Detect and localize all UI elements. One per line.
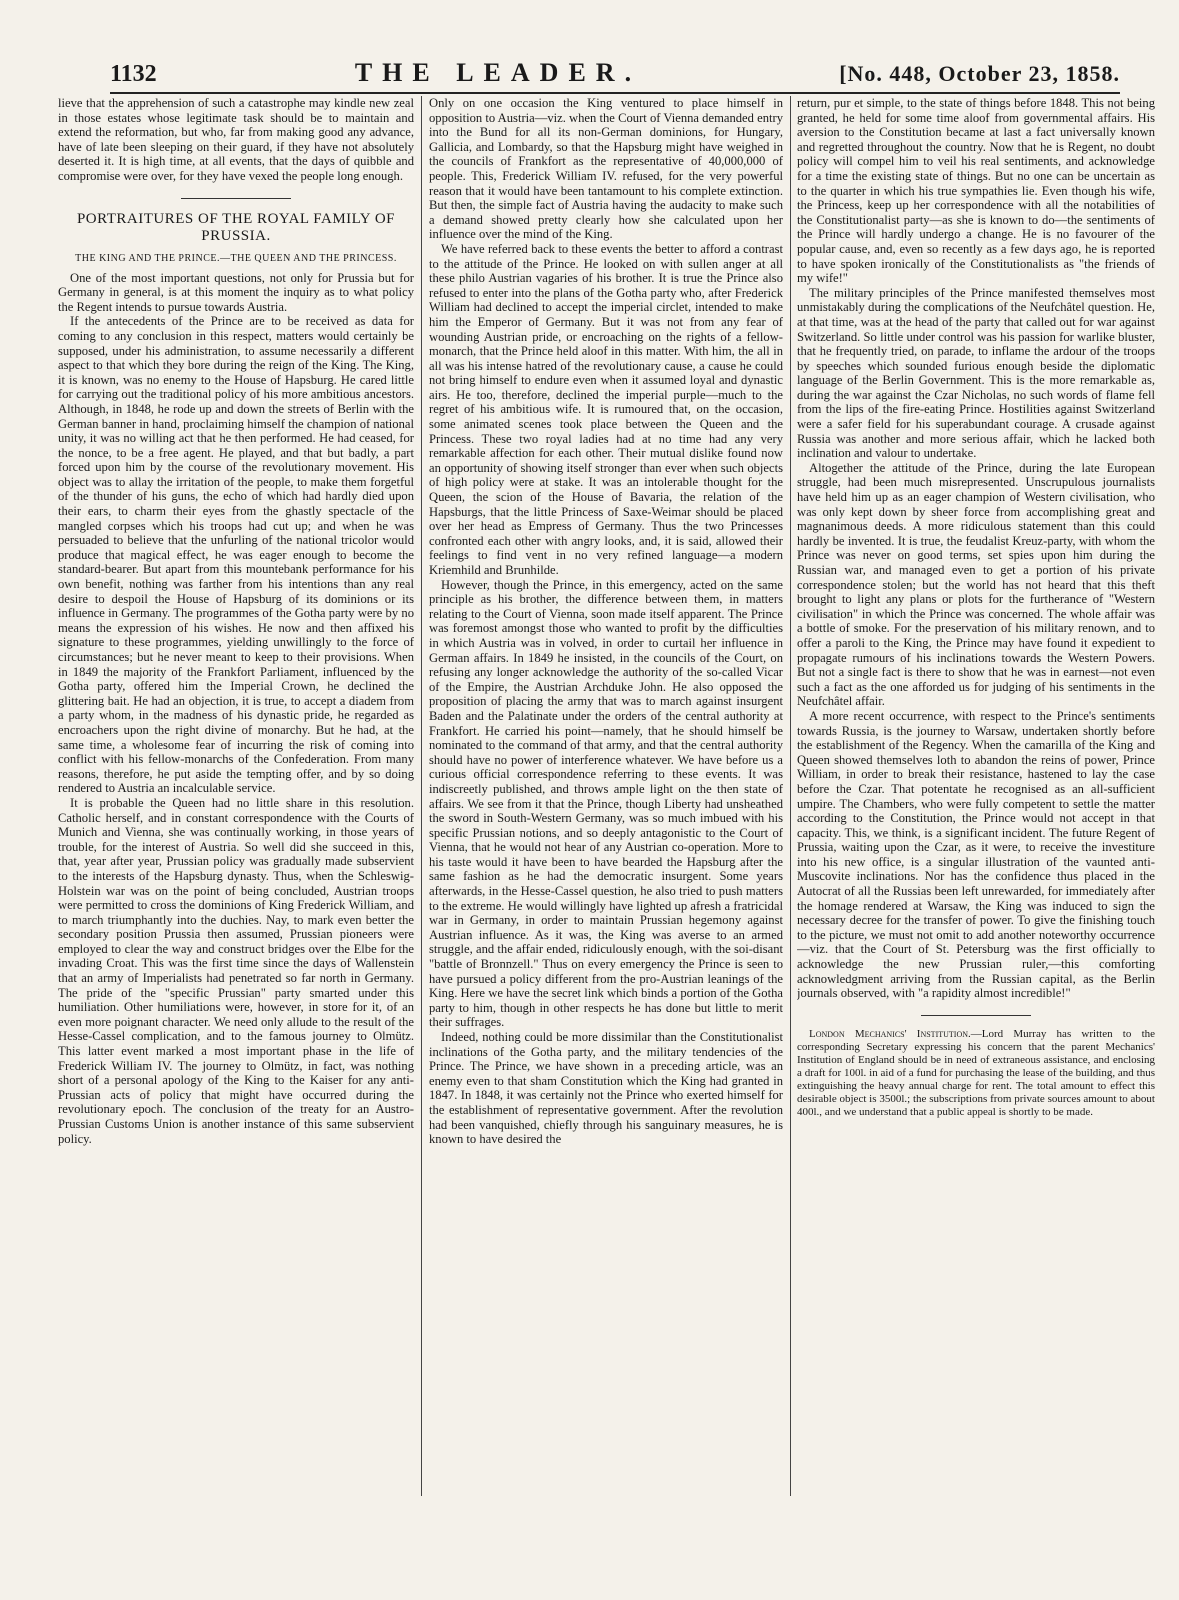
article-heading: PORTRAITURES OF THE ROYAL FAMILY OF PRUSSIA. <box>76 210 396 244</box>
column-rule <box>790 96 791 1496</box>
paragraph: Altogether the attitude of the Prince, during the late European struggle, had been much misrepresented. Unscrupulous journalists have held him up as an eager champion of Western civilisation, who was only kept down by sheer force from accomplishing great and magnanimous deeds. A more ridiculous statement than this could hardly be invented. It is true, the feudalist Kreuz-party, with whom the Prince was never on good terms, set spies upon him during the Russian war, and managed even to get a portion of his private correspondence stolen; but the world has not heard that this theft brought to light any plans or plots for the furtherance of "Western civilisation" in which the Prince was concerned. The whole affair was a bottle of smoke. For the preservation of his military renown, and to offer a paroli to the King, the Prince may have found it expedient to propagate rumours of his inclinations towards the Western Powers. But not a single fact is there to show that he was in earnest—not even such a fact as the one afforded us for judging of his sentiments in the Neufchâtel affair. <box>797 460 1155 709</box>
masthead <box>110 58 1120 94</box>
column-1 <box>58 96 414 1596</box>
newspaper-title: THE LEADER. <box>354 58 642 87</box>
column-3 <box>797 96 1155 1596</box>
notice-lead: London Mechanics' Institution. <box>809 1027 971 1040</box>
column-2 <box>429 96 783 1596</box>
paragraph: Indeed, nothing could be more dissimilar than the Constitutionalist inclinations of the Gotha party, and the military tendencies of the Prince. The Prince, we have shown in a preceding article, was an enemy even to that sham Constitution which the King had granted in 1847. In 1848, it was certainly not the Prince who exerted himself for the establishment of representative government. After the revolution had been vanquished, chiefly through his sanguinary measures, he is known to have desired the <box>429 1030 783 1147</box>
issue-date: [No. 448, October 23, 1858. <box>839 61 1120 86</box>
paragraph: However, though the Prince, in this emergency, acted on the same principle as his brother, the difference between them, in matters relating to the Court of Vienna, soon made itself apparent. The Prince was foremost amongst those who wanted to profit by the difficulties in which Austria was in volved, in order to curtail her influence in German affairs. In 1849 he insisted, in the councils of the Court, on refusing any longer acknowledge the authority of the so-called Vicar of the Empire, the Austrian Archduke John. He also opposed the proposition of placing the army that was to march against insurgent Baden and the Palatinate under the orders of the central authority at Frankfort. He carried his point—namely, that he should himself be nominated to the command of that army, and that the central authority should have no power of interference whatever. We have before us a curious official correspondence referring to these events. It was indiscreetly published, and throws ample light on the then state of affairs. We see from it that the Prince, though Liberty had unsheathed the sword in South-Western Germany, was so much imbued with his specific Prussian notions, and so deeply antagonistic to the Court of Vienna, that he would not hear of any Austrian co-operation. More to his taste would it have been to have bearded the Hapsburg after the same fashion as he had the democratic insurgent. Some years afterwards, in the Hesse-Cassel question, he also tried to push matters to the extreme. He would willingly have lighted up afresh a fratricidal war in Germany, in order to maintain Prussian hegemony against Austrian influence. As it was, the King was averse to an armed struggle, and the affair ended, ridiculously enough, with the soi-disant "battle of Bronnzell." Thus on every emergency the Prince is seen to have pursued a policy different from the pro-Austrian leanings of the King. Here we have the secret link which binds a portion of the Gotha party to him, though in other respects he has done but little to merit their suffrages. <box>429 577 783 1030</box>
page-number: 1132 <box>110 61 157 87</box>
paragraph: Only on one occasion the King ventured to place himself in opposition to Austria—viz. when the Court of Vienna demanded entry into the Bund for all its non-German dominions, for Hungary, Gallicia, and Lombardy, so that the Hapsburg might have weighed in the councils of Frankfort as the representative of 40,000,000 of people. This, Frederick William IV. refused, for the very powerful reason that it would have been tantamount to his complete extinction. But then, the simple fact of Austria having the audacity to make such a demand showed pretty clearly how she calculated upon her influence over the mind of the King. <box>429 96 783 242</box>
paragraph: A more recent occurrence, with respect to the Prince's sentiments towards Russia, is the journey to Warsaw, undertaken shortly before the establishment of the Regency. When the camarilla of the King and Queen showed themselves loth to abandon the reins of power, Prince William, in order to break their resistance, hastened to lay the case before the Czar. That potentate he recognised as an all-sufficient umpire. The Chambers, who were fully competent to settle the matter according to the Constitution, the Prince would not accept in that capacity. This, we think, is a significant incident. The future Regent of Prussia, waiting upon the Czar, as it were, to receive the investiture into his new office, is a singular illustration of the vaunted anti-Muscovite inclinations. Nor has the confidence thus placed in the Autocrat of all the Russias been left unrewarded, for immediately after the homage rendered at Warsaw, the King was induced to sign the necessary decree for the transfer of power. To give the finishing touch to the picture, we must not omit to add another noteworthy occurrence—viz. that the Court of St. Petersburg was the first officially to acknowledge the new Prussian ruler,—this comforting acknowledgment arriving from the Russian capital, as the Berlin journals observed, with "a rapidity almost incredible!" <box>797 708 1155 1001</box>
section-divider <box>921 1015 1031 1016</box>
paragraph: It is probable the Queen had no little share in this resolution. Catholic herself, and in constant correspondence with the Courts of Munich and Vienna, she was continually working, in those years of trouble, for the interest of Austria. So well did she succeed in this, that, year after year, Prussian policy was gradually made subservient to the interests of the Hapsburg dynasty. Thus, when the Schleswig-Holstein war was on the point of being concluded, Austrian troops were permitted to cross the dominions of King Frederick William, and to march triumphantly into the duchies. Nay, to mark even better the secondary position Prussia then assumed, Prussian pioneers were employed to clear the way and construct bridges over the Elbe for the invading Croat. This was the first time since the days of Wallenstein that an army of Imperialists had penetrated so far north in Germany. The pride of the "specific Prussian" party smarted under this humiliation. Other humiliations were, however, in store for it, of an even more poignant character. We need only allude to the result of the Hesse-Cassel complication, and to the famous journey to Olmütz. This latter event marked a most important phase in the life of Frederick William IV. The journey to Olmütz, in fact, was nothing short of a personal apology of the King to the Kaiser for any anti-Prussian acts of policy that might have occurred during the revolutionary epoch. The conclusion of the treaty for an Austro-Prussian Customs Union is another instance of this same subservient policy. <box>58 795 414 1146</box>
article-subheading: THE KING AND THE PRINCE.—THE QUEEN AND THE PRINCESS. <box>75 252 397 264</box>
paragraph: lieve that the apprehension of such a catastrophe may kindle new zeal in those estates whose legitimate task should be to maintain and extend the reformation, but who, far from making good any advance, have of late been sleeping on their guard, if they have not absolutely deserted it. It is high time, at all events, that the days of quibble and compromise were over, for they have vexed the people long enough. <box>58 96 414 183</box>
paragraph: return, pur et simple, to the state of things before 1848. This not being granted, he held for some time aloof from governmental affairs. His aversion to the Constitution became at last a fact universally known and regretted throughout the country. Now that he is Regent, no doubt policy will compel him to veil his real sentiments, and acknowledge for a time the existing state of things. But no one can be uncertain as to the quarter in which his true sympathies lie. Even though his wife, the Princess, keep up her correspondence with all the notabilities of the Constitutionalist party—as she is known to do—the sentiments of the Prince will hardly undergo a change. He is no favourer of the popular cause, and, even so recently as a few days ago, he is reported to have spoken ironically of the Constitutionalists as "the friends of my wife!" <box>797 96 1155 286</box>
section-divider <box>181 198 291 199</box>
paragraph: If the antecedents of the Prince are to be received as data for coming to any conclusion in this respect, matters would certainly be supposed, under his administration, to assume necessarily a different aspect to that which they bore during the reign of the King. The King, it is known, was no enemy to the House of Hapsburg. He cared little for carrying out the traditional policy of his more ambitious ancestors. Although, in 1848, he rode up and down the streets of Berlin with the German banner in hand, proclaiming himself the champion of national unity, it was no willing act that he then performed. He had ceased, for the nonce, to be a free agent. He played, and that but badly, a part forced upon him by the course of the revolutionary movement. His object was to allay the irritation of the people, to make them forgetful of the thunder of his guns, the echo of which had hardly died upon their ears, to charm their eyes from the ghastly spectacle of the mangled corpses which his troops had cut up; and when he was persuaded to believe that the unfurling of the national tricolor would produce that magical effect, he was eager enough to become the standard-bearer. But apart from this mountebank performance for his own benefit, nothing was farther from his intentions than any real desire to despoil the House of Hapsburg of its dominions or its influence in Germany. The programmes of the Gotha party were by no means the expression of his wishes. He now and then affixed his signature to these programmes, yielding unwillingly to the force of circumstances; but he never meant to keep to their provisions. When in 1849 the majority of the Frankfort Parliament, influenced by the Gotha party, offered him the Imperial Crown, he declined the glittering bait. He had an objection, it is true, to accept a diadem from a party whom, in the madness of his dynastic pride, he regarded as encroachers upon the right divine of monarchy. But he had, at the same time, a wholesome fear of incurring the risk of coming into conflict with his fellow-monarchs of the Confederation. From many reasons, therefore, he put aside the tempting offer, and by so doing rendered to Austria an incalculable service. <box>58 314 414 796</box>
paragraph: The military principles of the Prince manifested themselves most unmistakably during the complications of the Neufchâtel question. He, at that time, was at the head of the party that called out for war against Switzerland. So little under control was his passion for warlike bluster, that he frequently tried, on parade, to inflame the ardour of the troops by speeches which sounded furious enough beside the diplomatic language of the Berlin Government. This is the more remarkable as, during the war against the Czar Nicholas, no such words of flame fell from the lips of the fire-eating Prince. Hostilities against Switzerland were a safer field for his superabundant courage. A crusade against Russia was another and more serious affair, which he lacked both inclination and valour to undertake. <box>797 285 1155 461</box>
paragraph: One of the most important questions, not only for Prussia but for Germany in general, is at this moment the inquiry as to what policy the Regent intends to pursue towards Austria. <box>58 270 414 314</box>
notice-body: —Lord Murray has written to the corresponding Secretary expressing his concern that the parent Mechanics' Institution of England should be in need of extraneous assistance, and enclosing a draft for 100l. in aid of a fund for purchasing the lease of the building, and thus extinguishing the heavy annual charge for rent. The total amount to effect this desirable object is 3500l.; the subscriptions from private sources amount to about 400l., and we understand that a public appeal is shortly to be made. <box>797 1027 1155 1118</box>
notice-paragraph <box>797 1028 1155 1119</box>
column-rule <box>421 96 422 1496</box>
paragraph: We have referred back to these events the better to afford a contrast to the attitude of the Prince. He looked on with sullen anger at all these philo Austrian vagaries of his brother. It is true the Prince also refused to enter into the plans of the Gotha party who, after Frederick William had declined to accept the imperial circlet, intended to make him the Emperor of Germany. But it was not from any fear of wounding Austrian pride, or encroaching on the rights of a fellow-monarch, that the Prince held aloof in this matter. With him, the all in all was his intense hatred of the revolutionary cause, a cause he could not bring himself to endure even when it assumed loyal and dynastic airs. He too, therefore, declined the imperial purple—much to the regret of his ambitious wife. It is rumoured that, on the occasion, some animated scenes took place between the Queen and the Princess. These two royal ladies had at no time had any very remarkable affection for each other. Their mutual dislike found now an opportunity of showing itself stronger than ever when such objects of high policy were at stake. It was an intolerable thought for the Queen, the scion of the House of Bavaria, the relation of the Hapsburgs, that the little Princess of Saxe-Weimar should be placed over her head as Empress of Germany. Thus the two Princesses confronted each other with angry looks, and, it is said, allowed their feelings to find vent in no very refined language—a modern Kriemhild and Brunhilde. <box>429 241 783 577</box>
